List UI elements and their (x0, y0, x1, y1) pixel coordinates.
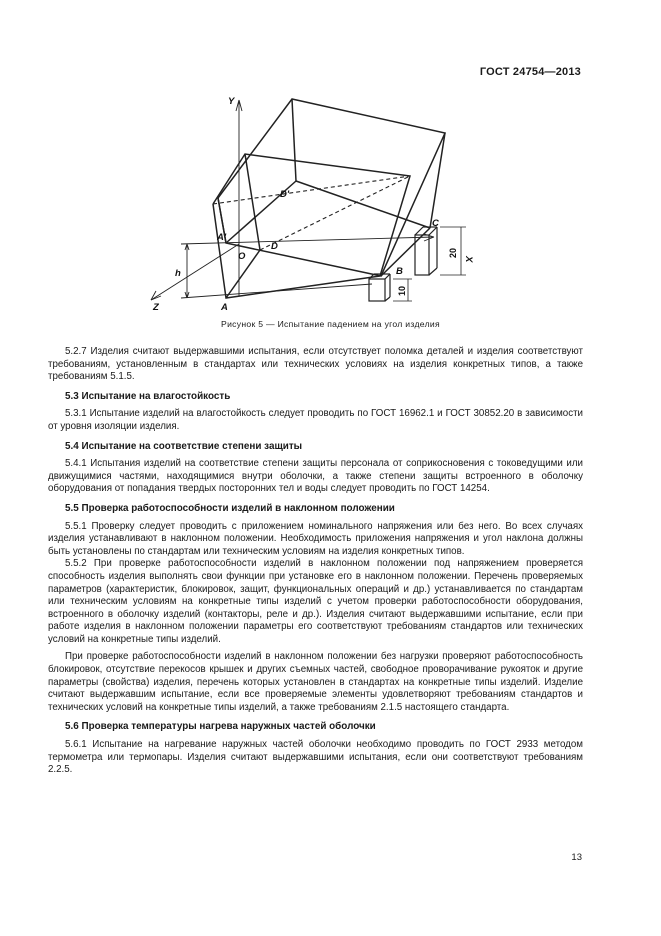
paragraph-5-3-1: 5.3.1 Испытание изделий на влагостойкость следует проводить по ГОСТ 16962.1 и ГОСТ 30852.20 в зависимости от уровня изоляции изделия. (48, 408, 583, 432)
point-d: D (271, 241, 278, 252)
section-heading-5-4: 5.4 Испытание на соответствие степени защиты (65, 440, 303, 452)
paragraph-5-2-7: 5.2.7 Изделия считают выдержавшими испытания, если отсутствует поломка деталей и изделия соответствуют требованиям, установленным в стандартах или технических условиях на изделия конкретных типов, а также требованиям 5.1.5. (48, 346, 583, 383)
section-heading-5-6: 5.6 Проверка температуры нагрева наружных частей оболочки (65, 721, 376, 733)
section-heading-5-5: 5.5 Проверка работоспособности изделий в наклонном положении (65, 502, 395, 514)
axis-y-label: Y (228, 96, 235, 107)
axis-z-label: Z (153, 302, 159, 313)
dimension-20: 20 (448, 247, 458, 258)
page-number: 13 (571, 852, 582, 863)
paragraph-5-5-2: 5.5.2 При проверке работоспособности изделий в наклонном положении под напряжением проверяется способность изделия выполнять свои функции при установке его в наклонном положении. Перечень проверяемых параметров (характеристик, блокировок, защит, функциональных операций и др.) устанавливается по стандартам или техническим условиям на конкретные типы изделий с учетом проверки работоспособности оборудования, встроенного в оболочку изделий (контакторы, реле и др.). Изделия считают выдержавшими испытание, если при работе изделия в наклонном положении параметры его соответствуют требованиям стандартов или технических условий на конкретные типы изделий. (48, 558, 583, 645)
point-o: O (238, 251, 246, 262)
paragraph-5-5-2-continued: При проверке работоспособности изделий в наклонном положении без нагрузки проверяют работоспособность блокировок, отсутствие перекосов крышек и других съемных частей, свободное проворачивание рукояток и другие параметры (свойства) изделия, перечень которых установлен в стандартах на конкретные типы изделий. Изделие считают выдержавшим испытание, если все проверяемые элементы удовлетворяют требованиям стандартов и технических условий на конкретные типы изделий, а также требованиям 2.1.5 настоящего стандарта. (48, 651, 583, 713)
document-header: ГОСТ 24754—2013 (479, 66, 581, 78)
point-d-prime: D' (280, 189, 290, 200)
point-a-prime: A' (217, 232, 227, 243)
dimension-10: 10 (397, 285, 407, 296)
document-body (48, 346, 583, 777)
paragraph-5-4-1: 5.4.1 Испытания изделий на соответствие степени защиты персонала от соприкосновения с токоведущими или движущимися частями, находящимися внутри оболочки, а также степени защиты встроенного в оболочку оборудования от попадания твердых посторонних тел и воды следует проводить по ГОСТ 14254. (48, 458, 583, 495)
drop-test-figure (140, 84, 480, 319)
figure-caption: Рисунок 5 — Испытание падением на угол изделия (221, 319, 440, 329)
point-c: C (432, 218, 439, 229)
paragraph-5-6-1: 5.6.1 Испытание на нагревание наружных частей оболочки необходимо проводить по ГОСТ 2933 методом термометра или термопары. Изделия считают выдержавшими испытания, если они соответствуют требованиям 2.2.5. (48, 739, 583, 776)
section-heading-5-3: 5.3 Испытание на влагостойкость (65, 390, 231, 402)
point-a: A (221, 302, 228, 313)
point-b: B (396, 266, 403, 277)
height-label: h (175, 268, 181, 279)
axis-x-label: X (463, 256, 474, 263)
paragraph-5-5-1: 5.5.1 Проверку следует проводить с приложением номинального напряжения или без него. Во всех случаях изделия устанавливают в наклонном положении. Необходимость приложения напряжения и угол наклона должны быть установлены по стандартам или техническим условиям на изделия конкретных типов. (48, 520, 583, 557)
